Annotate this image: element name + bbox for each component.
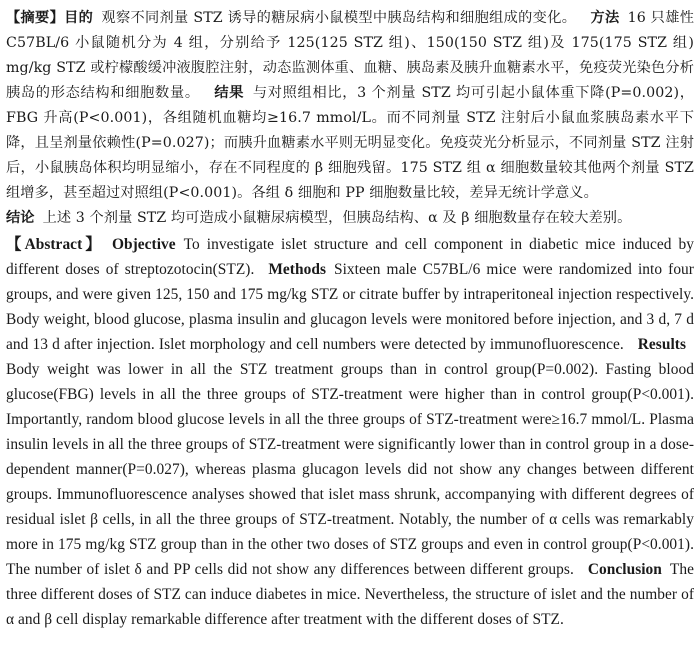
zh-methods-heading: 方法 [590,10,620,26]
en-conclusion-text: The three different doses of STZ can induce diabetes in mice. Nevertheless, the structure of islet and the number of α and β cell display remarkable difference after treatment with the different doses of STZ. [6,561,694,628]
en-objective-heading: Objective [111,236,176,253]
zh-results-heading: 结果 [213,85,245,101]
en-objective-text: To investigate islet structure and cell component in diabetic mice induced by different doses of streptozotocin(STZ). [6,236,694,278]
en-methods-heading: Methods [268,261,326,278]
english-abstract [6,232,694,632]
zh-objective-text: 观察不同剂量 STZ 诱导的糖尿病小鼠模型中胰岛结构和细胞组成的变化。 [101,10,577,26]
zh-abstract-label: 【摘要】 [6,10,65,26]
en-methods-text: Sixteen male C57BL/6 mice were randomized into four groups, and were given 125, 150 and 175 mg/kg STZ or citrate buffer by intraperitoneal injection respectively. Body weight, blood glucose, plasma insulin and glucagon levels were monitored before injection, and 3 d, 7 d and 13 d after injection. Islet morphology and cell numbers were detected by immunofluorescence. [6,261,694,353]
en-results-text: Body weight was lower in all the STZ treatment groups than in control group(P=0.002). Fasting blood glucose(FBG) levels in all the three groups of STZ-treatment were higher than in control group(P<0.001). Importantly, random blood glucose levels in all the three groups of STZ-treatment were≥16.7 mmol/L. Plasma insulin levels in all the three groups of STZ-treatment were significantly lower than in control group in a dose-dependent manner(P=0.027), whereas plasma glucagon levels did not show any changes between different groups. Immunofluorescence analyses showed that islet mass shrunk, accompanying with different degrees of residual islet β cells, in all the three groups of STZ-treatment. Notably, the number of α cells was remarkably more in 175 mg/kg STZ group than in the other two doses of STZ groups and even in control group(P<0.001). The number of islet δ and PP cells did not show any differences between different groups. [6,361,694,578]
en-results-heading: Results [637,336,686,353]
zh-objective-heading: 目的 [64,10,94,26]
zh-conclusion-heading: 结论 [6,210,35,226]
en-abstract-label: 【Abstract】 [6,236,104,253]
zh-results-text: 与对照组相比，3 个剂量 STZ 均可引起小鼠体重下降(P=0.002)，FBG 升高(P<0.001)，各组随机血糖均≥16.7 mmol/L。而不同剂量 STZ 注射后小鼠血浆胰岛素水平下降，且呈剂量依赖性(P=0.027)；而胰升血糖素水平则无明显变化。免疫荧光分析显示，不同剂量 STZ 注射后，小鼠胰岛体积均明显缩小，存在不同程度的 β 细胞残留。175 STZ 组 α 细胞数量较其他两个剂量 STZ 组增多，甚至超过对照组(P<0.001)。各组 δ 细胞和 PP 细胞数量比较，差异无统计学意义。 [6,85,694,201]
en-conclusion-heading: Conclusion [587,561,662,578]
chinese-abstract [6,6,694,231]
zh-methods-text: 16 只雄性 C57BL/6 小鼠随机分为 4 组，分别给予 125(125 STZ 组)、150(150 STZ 组)及 175(175 STZ 组) mg/kg STZ 或柠檬酸缓冲液腹腔注射，动态监测体重、血糖、胰岛素及胰升血糖素水平，免疫荧光染色分析胰岛的形态结构和细胞数量。 [6,10,695,101]
zh-conclusion-text: 上述 3 个剂量 STZ 均可造成小鼠糖尿病模型，但胰岛结构、α 及 β 细胞数量存在较大差别。 [42,210,632,226]
